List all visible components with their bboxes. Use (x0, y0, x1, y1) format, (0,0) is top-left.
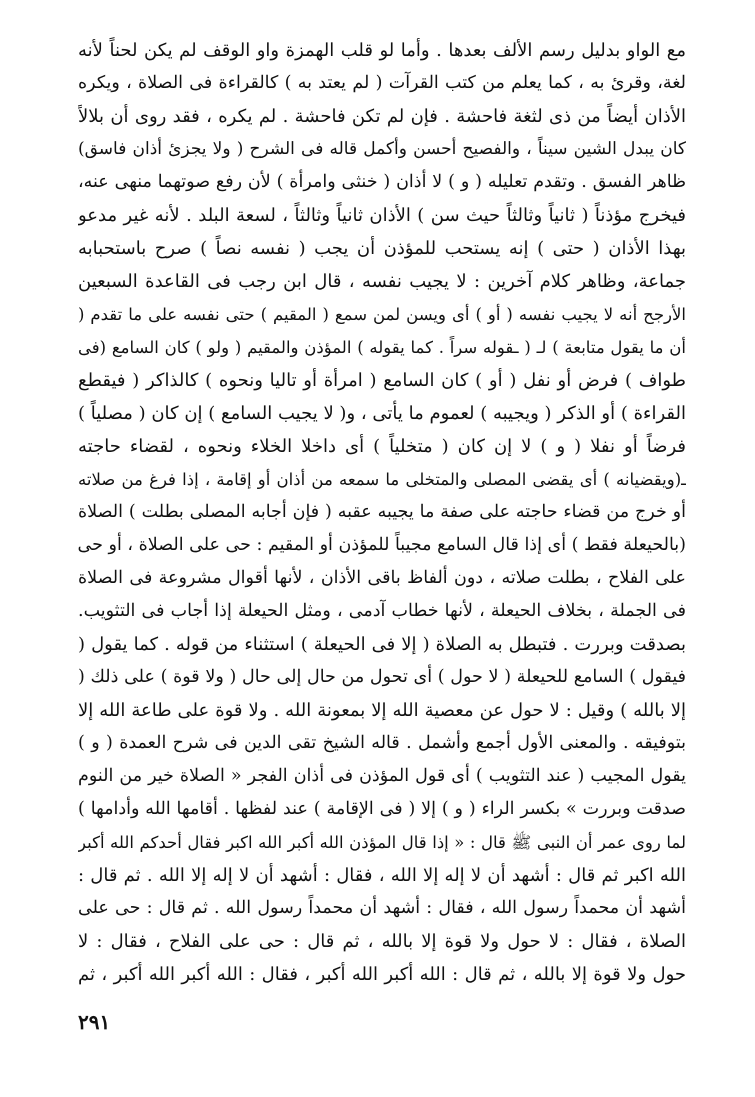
text-line: لما روى عمر أن النبى ﷺ قال : « إذا قال المؤذن الله أكبر الله اكبر فقال أحدكم الله أكبر (78, 833, 686, 852)
text-line: كان يبدل الشين سيناً ، والفصيح أحسن وأكمل قاله فى الشرح ( ولا يجزئ أذان فاسق) (78, 139, 686, 159)
text-line: فى الجملة ، بخلاف الحيعلة ، لأنها خطاب آدمى ، ومثل الحيعلة إذا أجاب فى التثويب. (78, 601, 686, 621)
text-line: بصدقت وبررت . فتبطل به الصلاة ( إلا فى الحيعلة ) استثناء من قوله . كما يقول ( (78, 634, 686, 655)
text-line: جماعة، وظاهر كلام آخرين : لا يجيب نفسه ، قال ابن رجب فى القاعدة السبعين (78, 271, 686, 292)
text-line: ظاهر الفسق . وتقدم تعليله ( و ) لا أذان ( خنثى وامرأة ) لأن رفع صوتهما منهى عنه، (78, 172, 686, 192)
text-line: إلا بالله ) وقيل : لا حول عن معصية الله إلا بمعونة الله . ولا قوة على طاعة الله إلا (78, 700, 686, 721)
text-line: ـ(ويقضيانه ) أى يقضى المصلى والمتخلى ما سمعه من أذان أو إقامة ، إذا فرغ من صلاته (78, 470, 686, 489)
text-line: فيقول ) السامع للحيعلة ( لا حول ) أى تحول من حال إلى حال ( ولا قوة ) على ذلك ( (78, 667, 686, 687)
text-line: (بالحيعلة فقط ) أى إذا قال السامع مجيباً للمؤذن أو المقيم : حى على الصلاة ، أو حى (78, 535, 686, 555)
text-line: فيخرج مؤذناً ( ثانياً وثالثاً حيث سن ) الأذان ثانياً وثالثاً ، لسعة البلد . لأنه غير مدعو (78, 205, 686, 226)
text-line: أن ما يقول متابعة ) لـ ( ـقوله سراً . كما يقوله ) المؤذن والمقيم ( ولو ) كان السامع (فى (78, 338, 686, 357)
text-line: على الفلاح ، بطلت صلاته ، دون ألفاظ باقى الأذان ، لأنها أقوال مشروعة فى الصلاة (78, 568, 686, 588)
text-line: القراءة ) أو الذكر ( ويجيبه ) لعموم ما يأتى ، و( لا يجيب السامع ) إن كان ( مصلياً ) (78, 403, 686, 424)
text-line: الأذان أيضاً من ذى لثغة فاحشة . فإن لم تكن فاحشة . لم يكره ، فقد روى أن بلالاً (78, 106, 686, 127)
text-line: الله اكبر ثم قال : أشهد أن لا إله إلا الله ، فقال : أشهد أن لا إله إلا الله . ثم قال : (78, 865, 686, 886)
text-line: الصلاة ، فقال : لا حول ولا قوة إلا بالله ، ثم قال : حى على الفلاح ، فقال : لا (78, 931, 686, 952)
page-number: ٢٩١ (78, 1010, 111, 1034)
text-line: يقول المجيب ( عند التثويب ) أى قول المؤذن فى أذان الفجر « الصلاة خير من النوم (78, 766, 686, 786)
text-line: فرضاً أو نفلا ( و ) لا إن كان ( متخلياً ) أى داخلا الخلاء ونحوه ، لقضاء حاجته (78, 436, 686, 457)
body-text (78, 34, 686, 991)
text-line: صدقت وبررت » بكسر الراء ( و ) إلا ( فى الإقامة ) عند لفظها . أقامها الله وأدامها ) (78, 799, 686, 819)
text-line: أشهد أن محمداً رسول الله ، فقال : أشهد أن محمداً رسول الله . ثم قال : حى على (78, 898, 686, 918)
text-line: مع الواو بدليل رسم الألف بعدها . وأما لو قلب الهمزة واو الوقف لم يكن لحناً لأنه (78, 40, 686, 61)
text-line: الأرجح أنه لا يجيب نفسه ( أو ) أى ويسن لمن سمع ( المقيم ) حتى نفسه على ما تقدم ( (78, 305, 686, 324)
text-line: لغة، وقرئ به ، كما يعلم من كتب القرآت ( لم يعتد به ) كالقراءة فى الصلاة ، ويكره (78, 73, 686, 93)
text-line: بهذا الأذان ( حتى ) إنه يستحب للمؤذن أن يجب ( نفسه نصاً ) صرح باستحبابه (78, 238, 686, 259)
text-line: طواف ) فرض أو نفل ( أو ) كان السامع ( امرأة أو تاليا ونحوه ) كالذاكر ( فيقطع (78, 370, 686, 391)
text-line: حول ولا قوة إلا بالله ، ثم قال : الله أكبر الله أكبر ، فقال : الله أكبر الله أكبر ، ثم (78, 964, 686, 985)
text-line: أو خرج من قضاء حاجته على صفة ما يجيبه عقبه ( فإن أجابه المصلى بطلت ) الصلاة (78, 502, 686, 522)
text-line: بتوفيقه . والمعنى الأول أجمع وأشمل . قاله الشيخ تقى الدين فى شرح العمدة ( و ) (78, 733, 686, 753)
